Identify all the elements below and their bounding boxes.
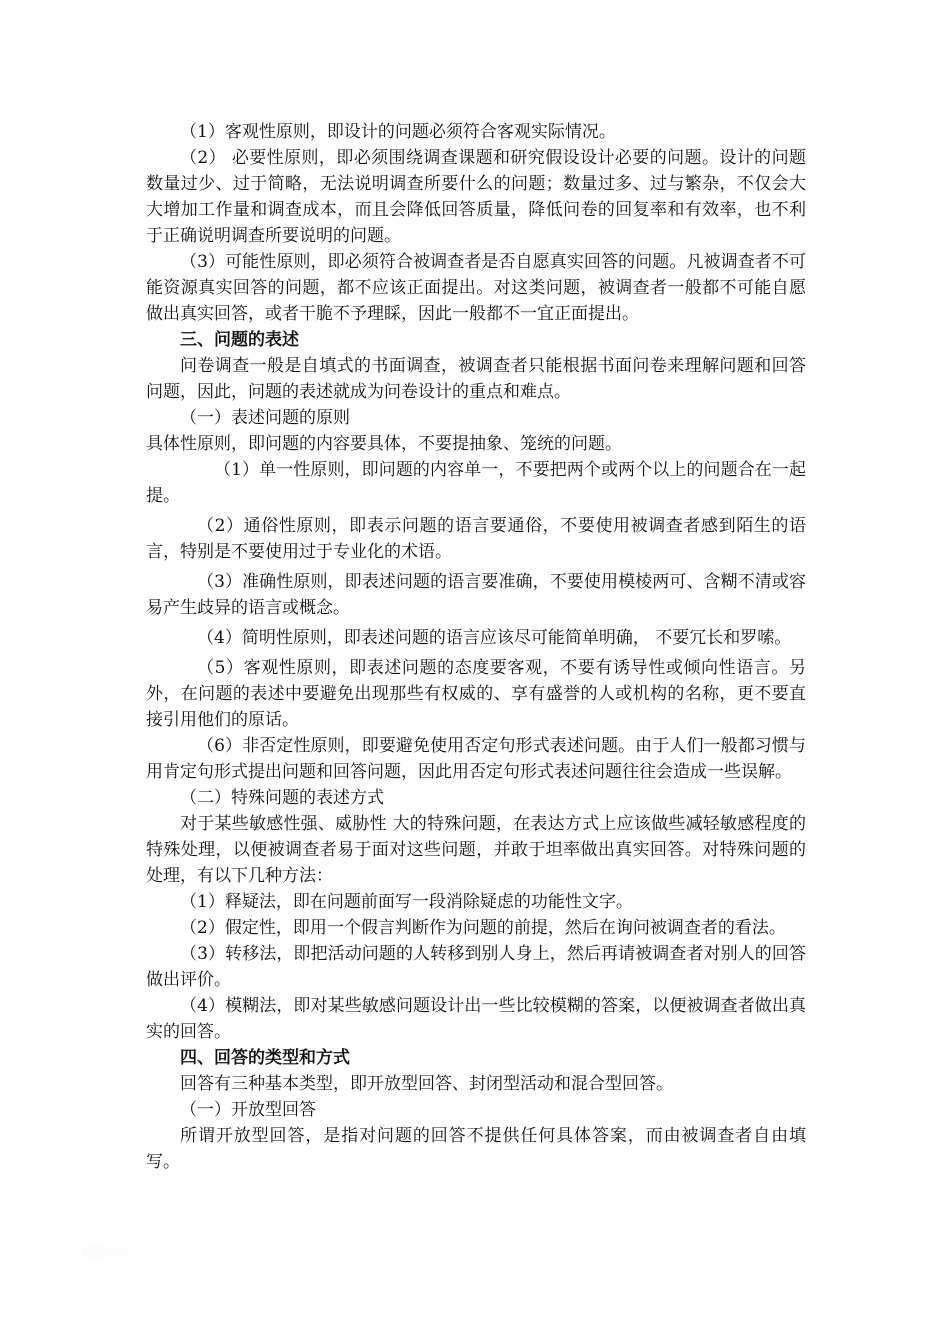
paragraph-principle-non-negation: （6）非否定性原则，即要避免使用否定句形式表述问题。由于人们一般都习惯与用肯定句形式提出问题和回答问题，因此用否定句形式表述问题往往会造成一些误解。 xyxy=(146,736,806,782)
paragraph-method-clarify: （1）释疑法，即在问题前面写一段消除疑虑的功能性文字。 xyxy=(180,892,633,912)
paragraph-open-answer-definition: 所谓开放型回答，是指对问题的回答不提供任何具体答案，而由被调查者自由填写。 xyxy=(146,1126,806,1172)
subheading-open-answer: （一）开放型回答 xyxy=(180,1100,316,1120)
paragraph-questionnaire-intro: 问卷调查一般是自填式的书面调查，被调查者只能根据书面问卷来理解问题和回答问题，因此，问题的表述就成为问卷设计的重点和难点。 xyxy=(146,356,806,402)
paragraph-method-hypothetical: （2）假定性，即用一个假言判断作为问题的前提，然后在询问被调查者的看法。 xyxy=(180,918,786,938)
footer-smudge xyxy=(82,1247,162,1257)
paragraph-principle-neutrality: （5）客观性原则，即表述问题的态度要客观，不要有诱导性或倾向性语言。另外，在问题的表述中要避免出现那些有权威的、享有盛誉的人或机构的名称，更不要直接引用他们的原话。 xyxy=(146,658,806,730)
section-heading-question-expression: 三、问题的表述 xyxy=(180,330,299,350)
paragraph-principle-plainness: （2）通俗性原则，即表示问题的语言要通俗，不要使用被调查者感到陌生的语言，特别是不要使用过于专业化的术语。 xyxy=(146,516,806,562)
paragraph-method-transfer: （3）转移法，即把活动问题的人转移到别人身上，然后再请被调查者对别人的回答做出评价。 xyxy=(146,944,806,990)
section-heading-answer-types: 四、回答的类型和方式 xyxy=(180,1048,350,1068)
subheading-expression-principles: （一）表述问题的原则 xyxy=(180,408,350,428)
paragraph-principle-singularity: （1）单一性原则，即问题的内容单一，不要把两个或两个以上的问题合在一起提。 xyxy=(146,460,806,506)
subheading-special-questions: （二）特殊问题的表述方式 xyxy=(180,788,384,808)
paragraph-principle-possibility: （3）可能性原则，即必须符合被调查者是否自愿真实回答的问题。凡被调查者不可能资源真实回答的问题，都不应该正面提出。对这类问题，被调查者一般都不可能自愿做出真实回答，或者干脆不予理睬，因此一般都不一宜正面提出。 xyxy=(146,252,806,324)
paragraph-principle-accuracy: （3）准确性原则，即表述问题的语言要准确，不要使用模棱两可、含糊不清或容易产生歧异的语言或概念。 xyxy=(146,572,806,618)
paragraph-method-vague: （4）模糊法，即对某些敏感问题设计出一些比较模糊的答案，以便被调查者做出真实的回答。 xyxy=(146,996,806,1042)
paragraph-principle-necessity: （2） 必要性原则，即必须围绕调查课题和研究假设设计必要的问题。设计的问题数量过少、过于简略，无法说明调查所要什么的问题；数量过多、过与繁杂，不仅会大大增加工作量和调查成本，而且会降低回答质量，降低问卷的回复率和有效率，也不利于正确说明调查所要说明的问题。 xyxy=(146,148,806,246)
paragraph-principle-objectivity: （1）客观性原则，即设计的问题必须符合客观实际情况。 xyxy=(180,122,616,142)
paragraph-special-questions-intro: 对于某些敏感性强、威胁性 大的特殊问题，在表达方式上应该做些减轻敏感程度的特殊处理，以便被调查者易于面对这些问题，并敢于坦率做出真实回答。对特殊问题的处理，有以下几种方法： xyxy=(146,814,806,886)
paragraph-specificity-principle: 具体性原则，即问题的内容要具体，不要提抽象、笼统的问题。 xyxy=(146,434,622,454)
paragraph-principle-conciseness: （4）简明性原则，即表述问题的语言应该尽可能简单明确， 不要冗长和罗嗦。 xyxy=(197,628,792,648)
document-body xyxy=(146,119,806,1175)
paragraph-answer-types-intro: 回答有三种基本类型，即开放型回答、封闭型活动和混合型回答。 xyxy=(180,1074,673,1094)
